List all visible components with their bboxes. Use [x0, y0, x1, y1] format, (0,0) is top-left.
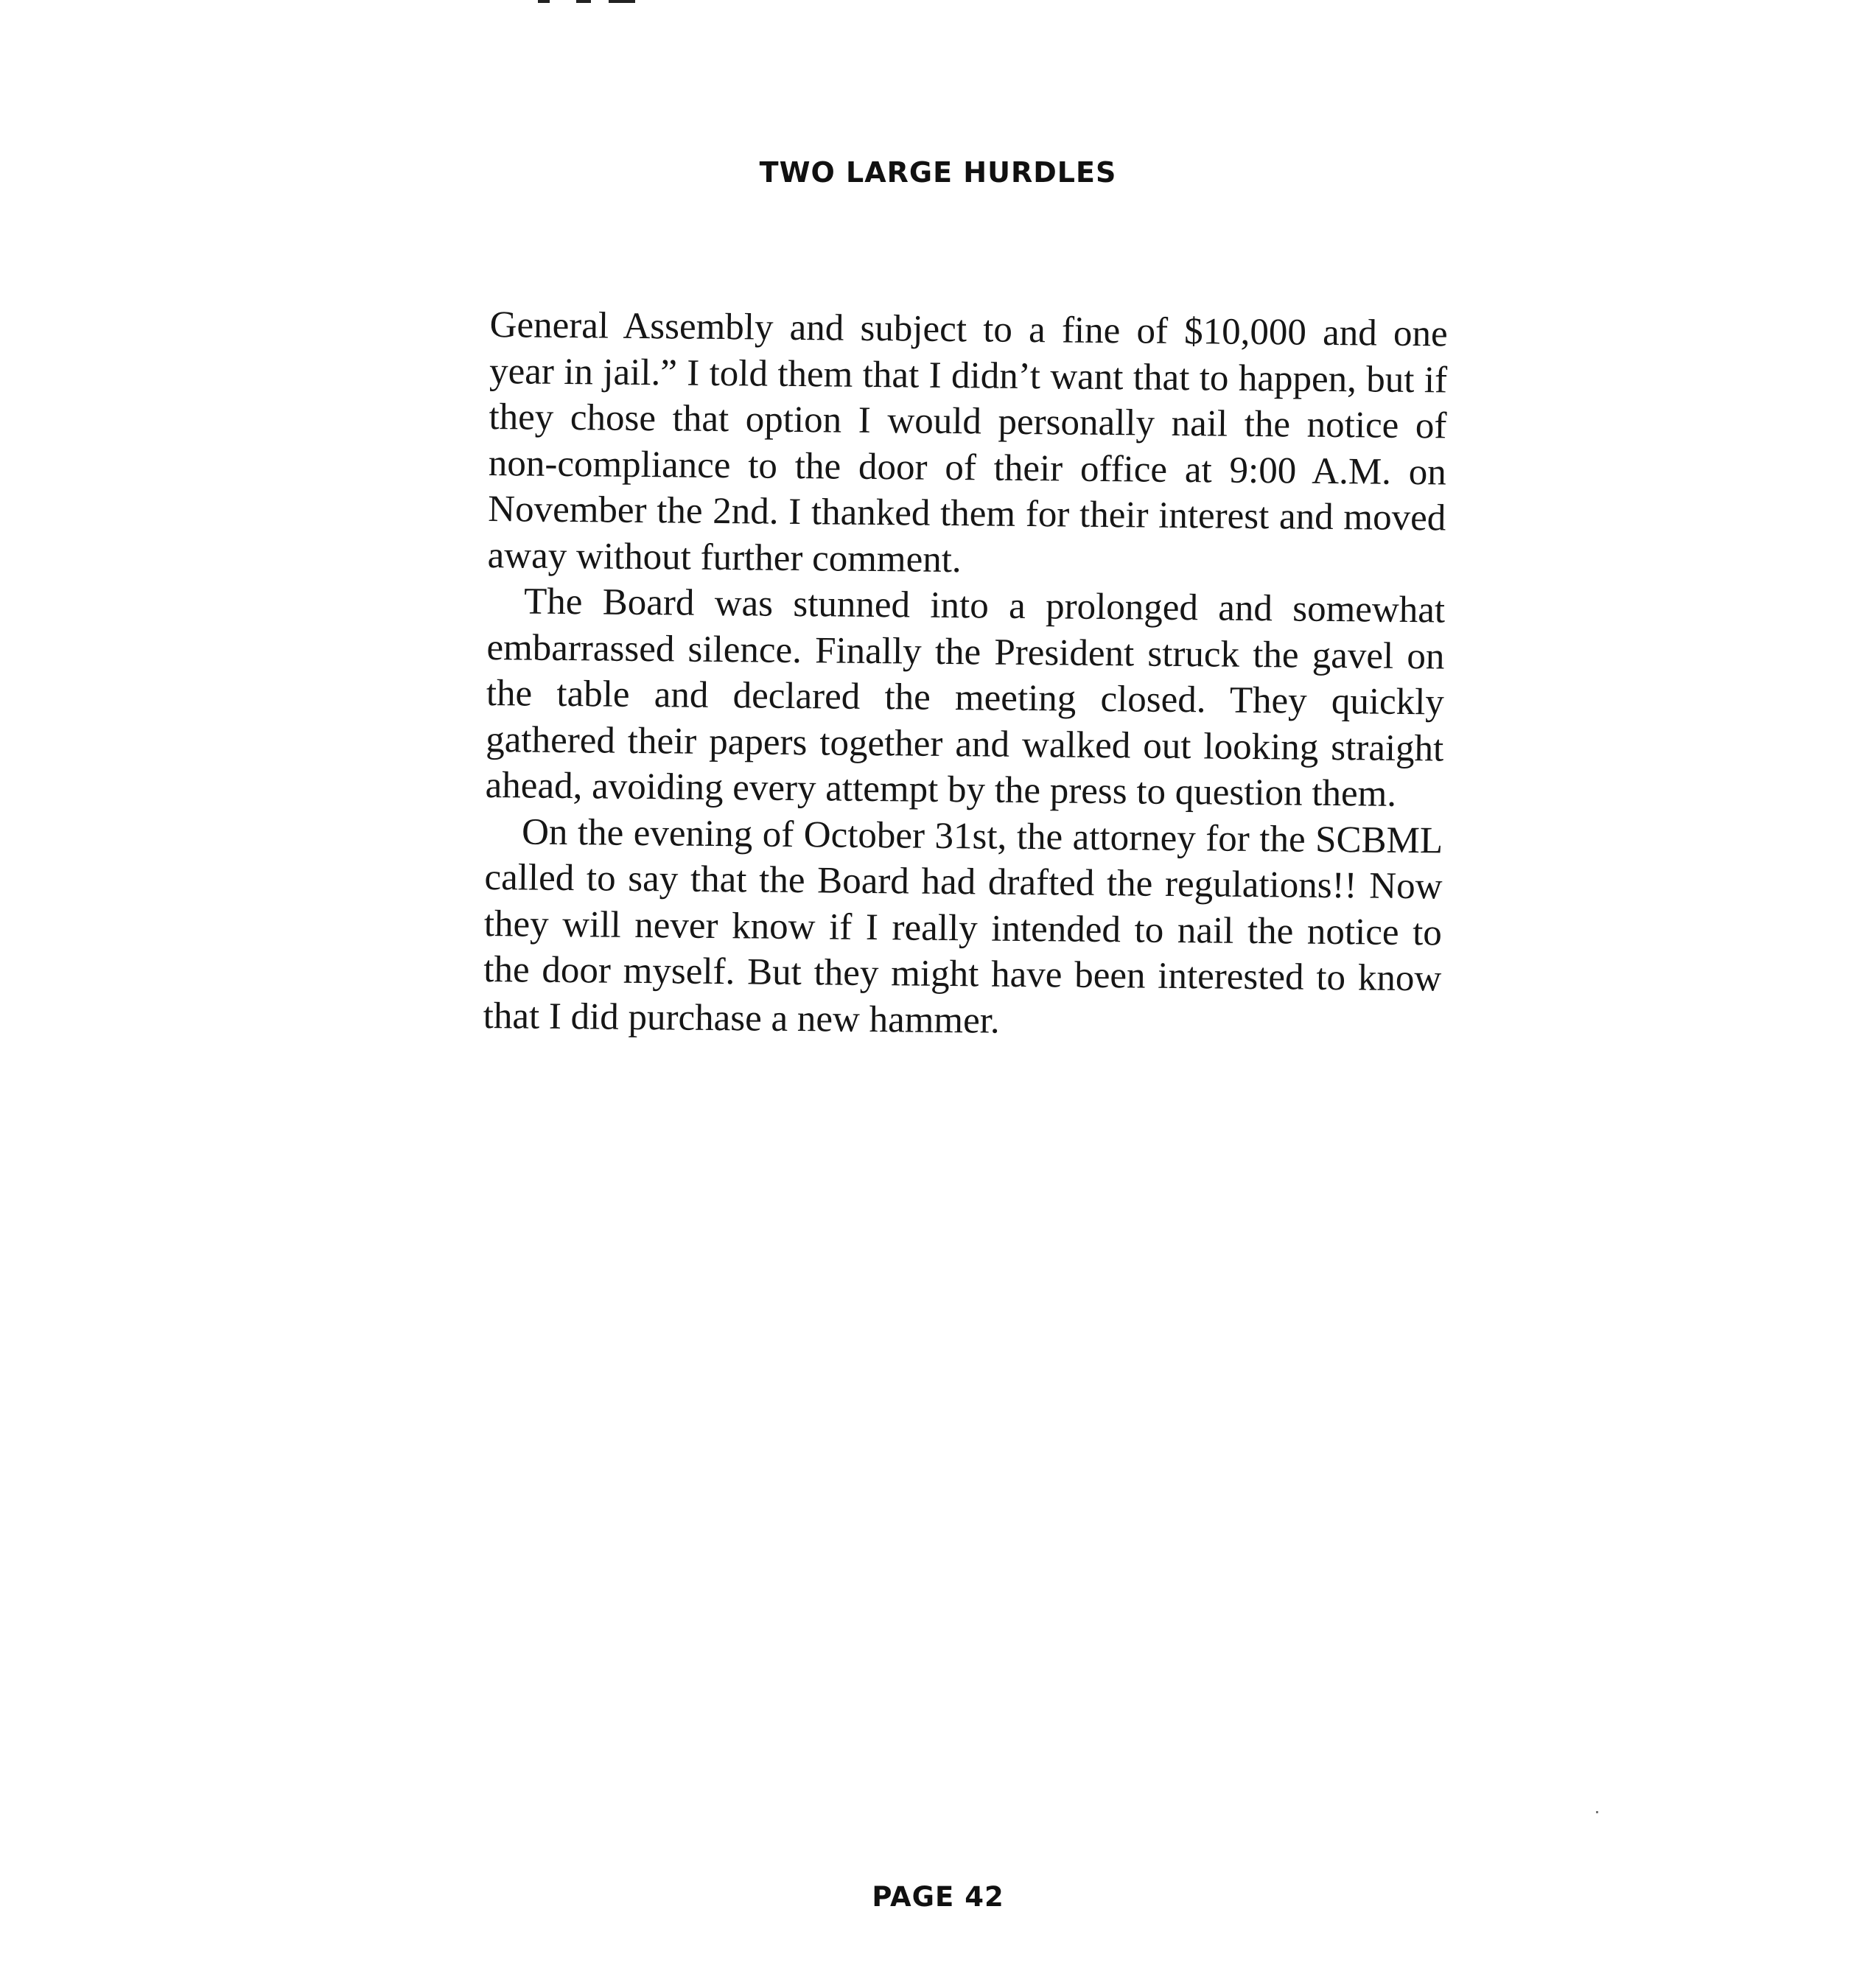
scan-speck [1596, 1811, 1598, 1813]
scan-mark [609, 0, 635, 3]
page-number: PAGE 42 [872, 1881, 1004, 1913]
paragraph-2: The Board was stunned into a prolonged and somewhat embarrassed silence. Finally the President struck the gavel on the table and declared the meeting closed. They quickly gathered their papers together and walked out looking straight ahead, avoiding every attempt by the press to question them. [485, 581, 1446, 815]
scan-mark [576, 0, 591, 3]
scan-mark [538, 0, 550, 3]
running-head: TWO LARGE HURDLES [759, 156, 1117, 189]
body-text [483, 302, 1448, 1048]
paragraph-1: General Assembly and subject to a fine of $10,000 and one year in jail.” I told them that I didn’t want that to happen, but if they chose that option I would personally nail the notice of non-compliance to the door of their office at 9:00 A.M. on November the 2nd. I thanked them for their interest and moved away without further comment. [487, 304, 1448, 581]
paragraph-3: On the evening of October 31st, the attorney for the SCBML called to say that the Board had drafted the regulations!! Now they will never know if I really intended to nail the notice to the door myself. But they might have been interested to know that I did purchase a new hammer. [483, 810, 1443, 1042]
